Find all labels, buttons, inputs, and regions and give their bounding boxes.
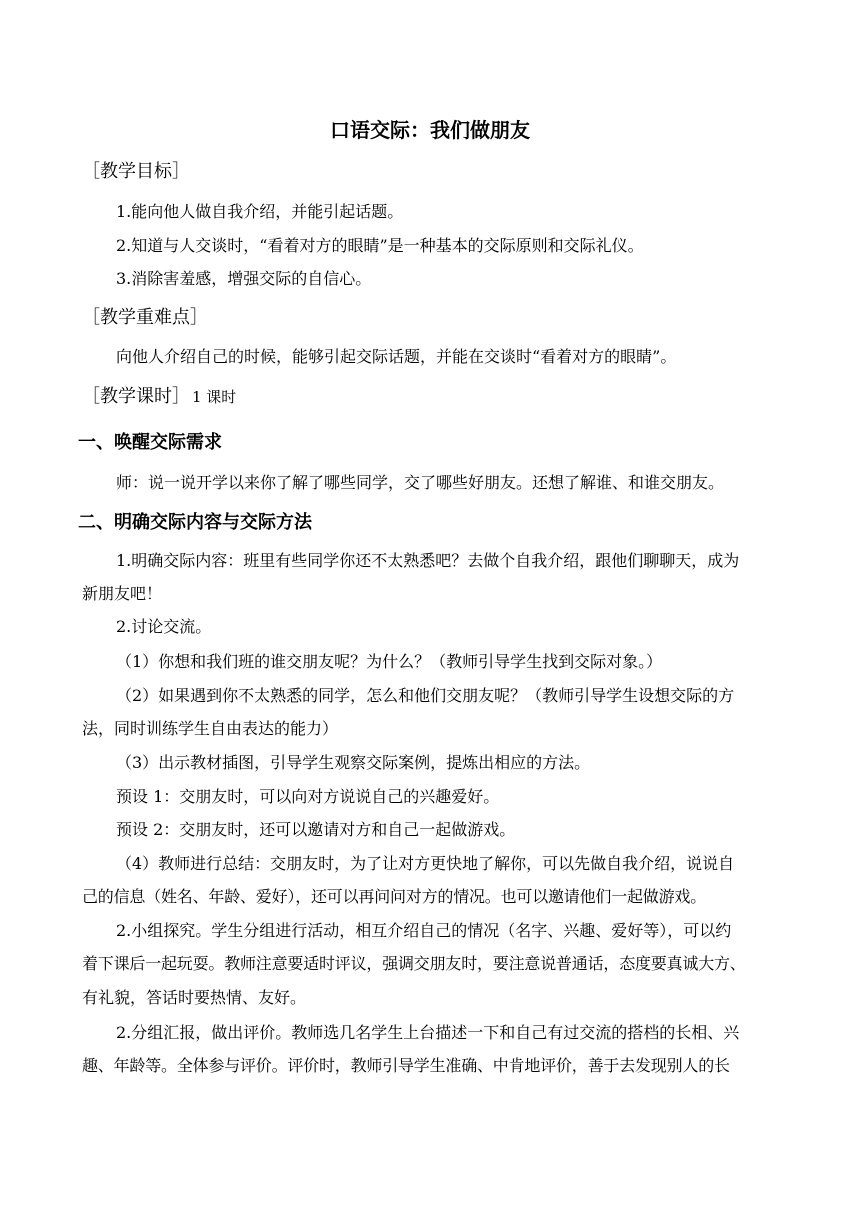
section-2-line: 趣、年龄等。全体参与评价。评价时，教师引导学生准确、中肯地评价，善于去发现别人的长 (82, 1056, 730, 1075)
section-2-line: 2.讨论交流。 (116, 617, 212, 636)
section-1-text: 师：说一说开学以来你了解了哪些同学，交了哪些好朋友。还想了解谁、和谁交朋友。 (116, 473, 725, 492)
key-points-text: 向他人介绍自己的时候，能够引起交际话题，并能在交谈时“看着对方的眼睛”。 (116, 347, 677, 366)
section-2-heading: 二、明确交际内容与交际方法 (78, 512, 312, 533)
section-2-line: 2.分组汇报，做出评价。教师选几名学生上台描述一下和自己有过交流的搭档的长相、兴 (116, 1023, 740, 1042)
hours-heading-line (82, 384, 236, 410)
section-2-line: 预设 1：交朋友时，可以向对方说说自己的兴趣爱好。 (116, 787, 500, 806)
section-2-line: （1）你想和我们班的谁交朋友呢？为什么？（教师引导学生找到交际对象。） (116, 652, 663, 671)
section-2-line: 新朋友吧！ (82, 584, 163, 603)
goal-item-2: 2.知道与人交谈时，“看着对方的眼睛”是一种基本的交际原则和交际礼仪。 (116, 236, 644, 255)
section-2-line: 预设 2：交朋友时，还可以邀请对方和自己一起做游戏。 (116, 820, 516, 839)
document-title: 口语交际：我们做朋友 (330, 118, 530, 142)
section-2-line: 2.小组探究。学生分组进行活动，相互介绍自己的情况（名字、兴趣、爱好等），可以约 (116, 921, 732, 940)
hours-heading: ［教学课时］ (82, 386, 190, 407)
goal-item-1: 1.能向他人做自我介绍，并能引起话题。 (116, 202, 404, 221)
section-2-line: （3）出示教材插图，引导学生观察交际案例，提炼出相应的方法。 (116, 753, 591, 772)
section-2-line: 法，同时训练学生自由表达的能力） (82, 719, 339, 738)
section-2-line: 着下课后一起玩耍。教师注意要适时评议，强调交朋友时，要注意说普通话，态度要真诚大方、 (82, 954, 746, 973)
section-2-line: 有礼貌，答话时要热情、友好。 (82, 988, 307, 1007)
goals-heading: ［教学目标］ (82, 161, 190, 182)
hours-value: 1 课时 (192, 388, 237, 406)
key-points-heading: ［教学重难点］ (82, 307, 208, 328)
section-2-line: 1.明确交际内容：班里有些同学你还不太熟悉吧？去做个自我介绍，跟他们聊聊天，成为 (116, 551, 740, 570)
goal-item-3: 3.消除害羞感，增强交际的自信心。 (116, 269, 372, 288)
section-2-line: 己的信息（姓名、年龄、爱好），还可以再问问对方的情况。也可以邀请他们一起做游戏。 (82, 887, 707, 906)
section-2-line: （4）教师进行总结：交朋友时，为了让对方更快地了解你，可以先做自我介绍，说说自 (116, 854, 735, 873)
section-2-line: （2）如果遇到你不太熟悉的同学，怎么和他们交朋友呢？（教师引导学生设想交际的方 (116, 686, 735, 705)
section-1-heading: 一、唤醒交际需求 (78, 432, 222, 453)
